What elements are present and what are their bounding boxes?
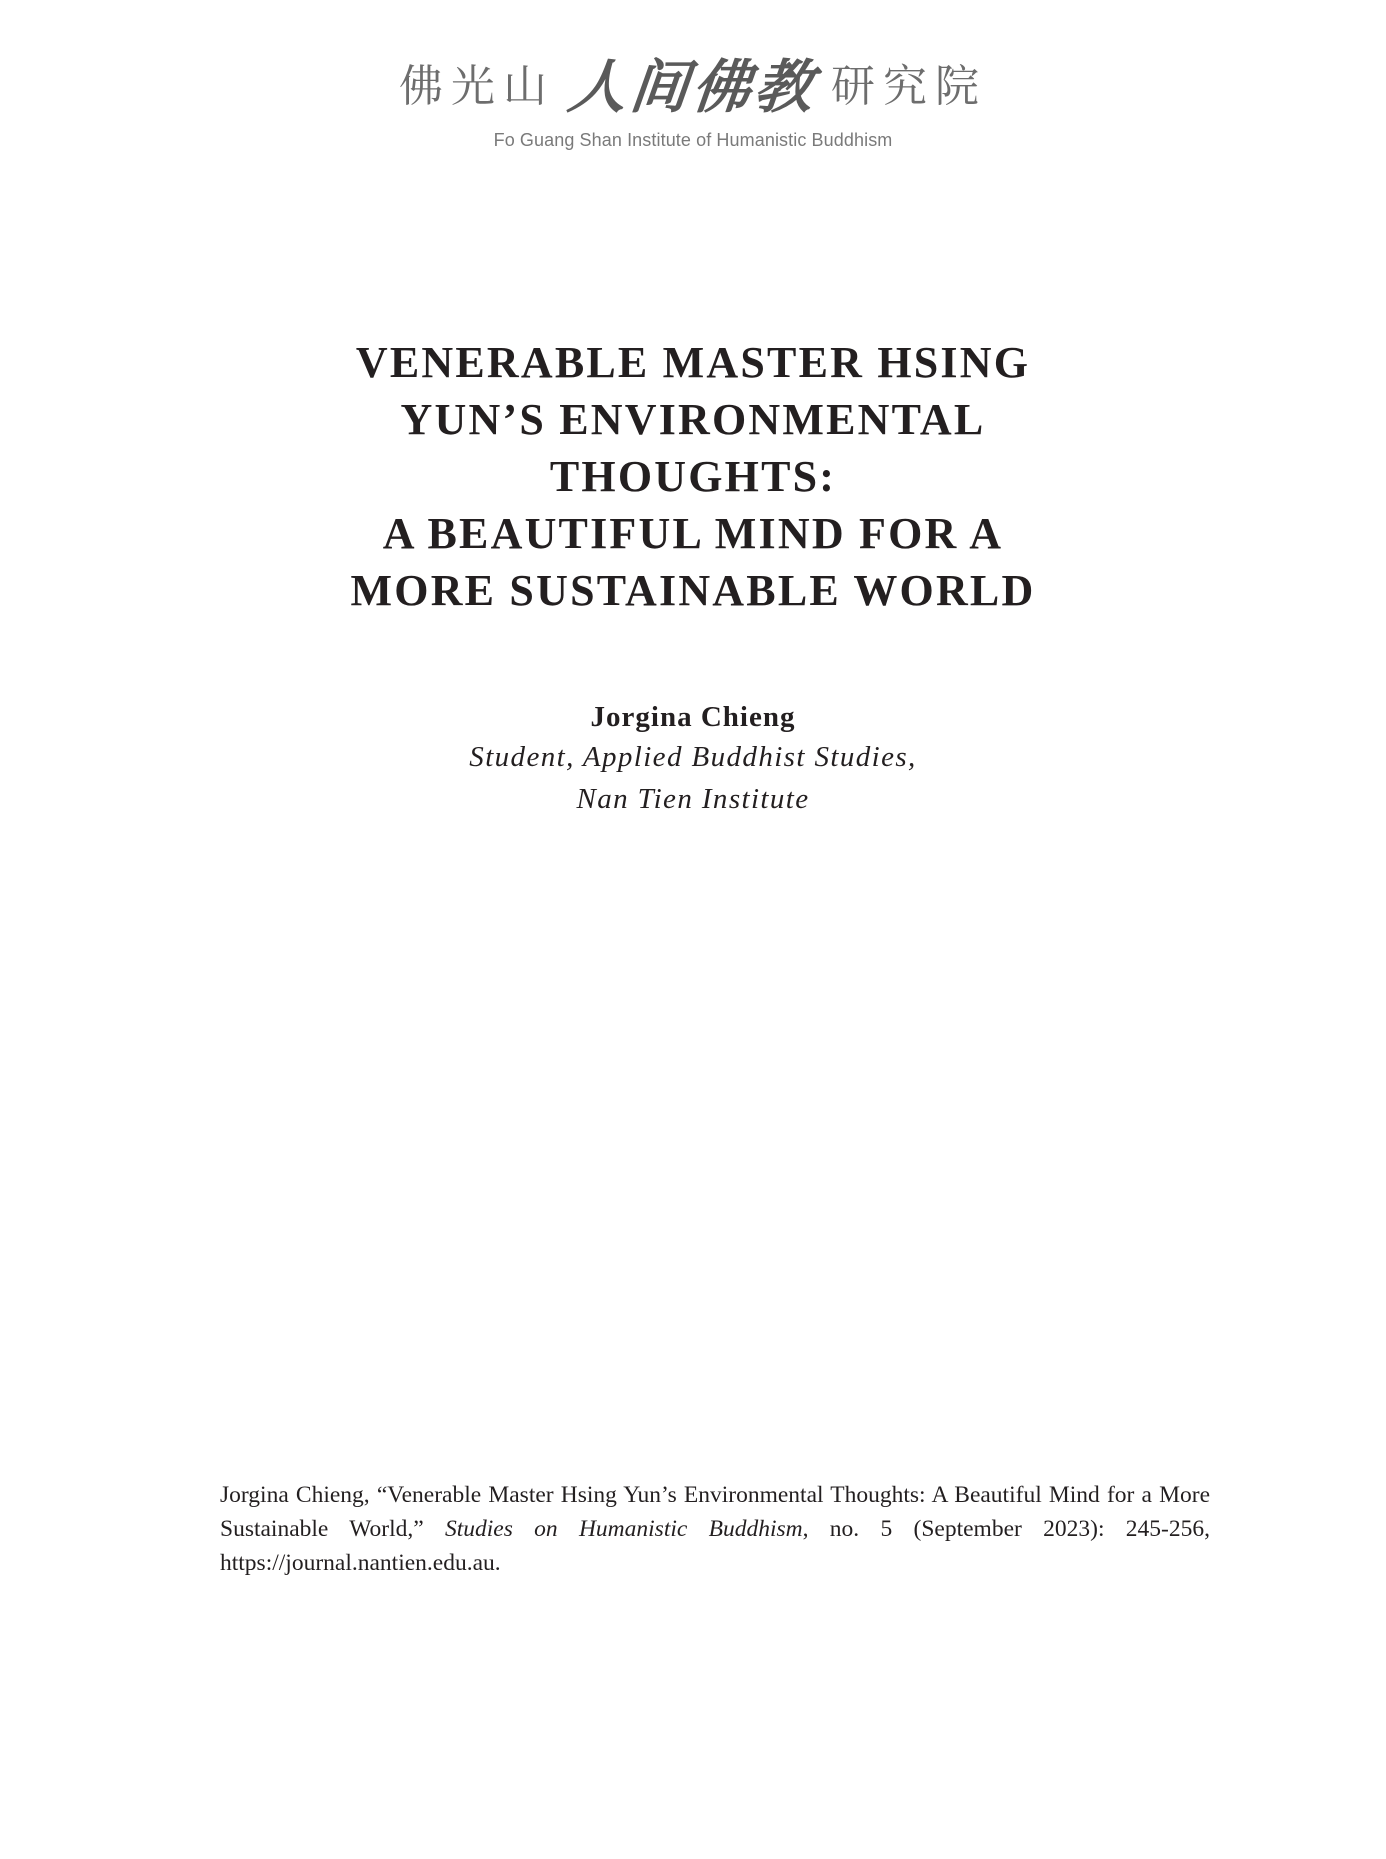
logo-subtitle: Fo Guang Shan Institute of Humanistic Buddhism (493, 130, 893, 150)
author-name: Jorgina Chieng (590, 701, 796, 733)
citation (220, 1478, 1210, 1580)
citation-journal: Studies on Humanistic Buddhism (444, 1516, 803, 1542)
paper-title (0, 334, 1386, 619)
logo-wordmark (399, 40, 987, 124)
title-line: MORE SUSTAINABLE WORLD (350, 566, 1036, 615)
logo-cjk-right: 研究院 (831, 61, 987, 112)
affiliation-line-1: Student, Applied Buddhist Studies, (469, 741, 917, 773)
title-line: THOUGHTS: (549, 452, 837, 501)
title-line: A BEAUTIFUL MIND FOR A (382, 509, 1004, 558)
author-block (0, 698, 1386, 820)
title-line: VENERABLE MASTER HSING (355, 338, 1031, 387)
logo-calligraphy: 人间佛教 (564, 53, 821, 121)
citation-part-2: , no. 5 (September 2023): 245-256, https://journal.nantien.edu.au. (220, 1516, 1210, 1576)
logo-cjk-left: 佛光山 (398, 61, 555, 112)
affiliation-line-2: Nan Tien Institute (576, 783, 810, 815)
citation-part-1: Jorgina Chieng, “Venerable Master Hsing Yun’s Environmental Thoughts: A Beautiful Mind for a More Sustainable World,” (220, 1482, 1210, 1542)
title-line: YUN’S ENVIRONMENTAL (400, 395, 986, 444)
header-logo (0, 40, 1386, 151)
